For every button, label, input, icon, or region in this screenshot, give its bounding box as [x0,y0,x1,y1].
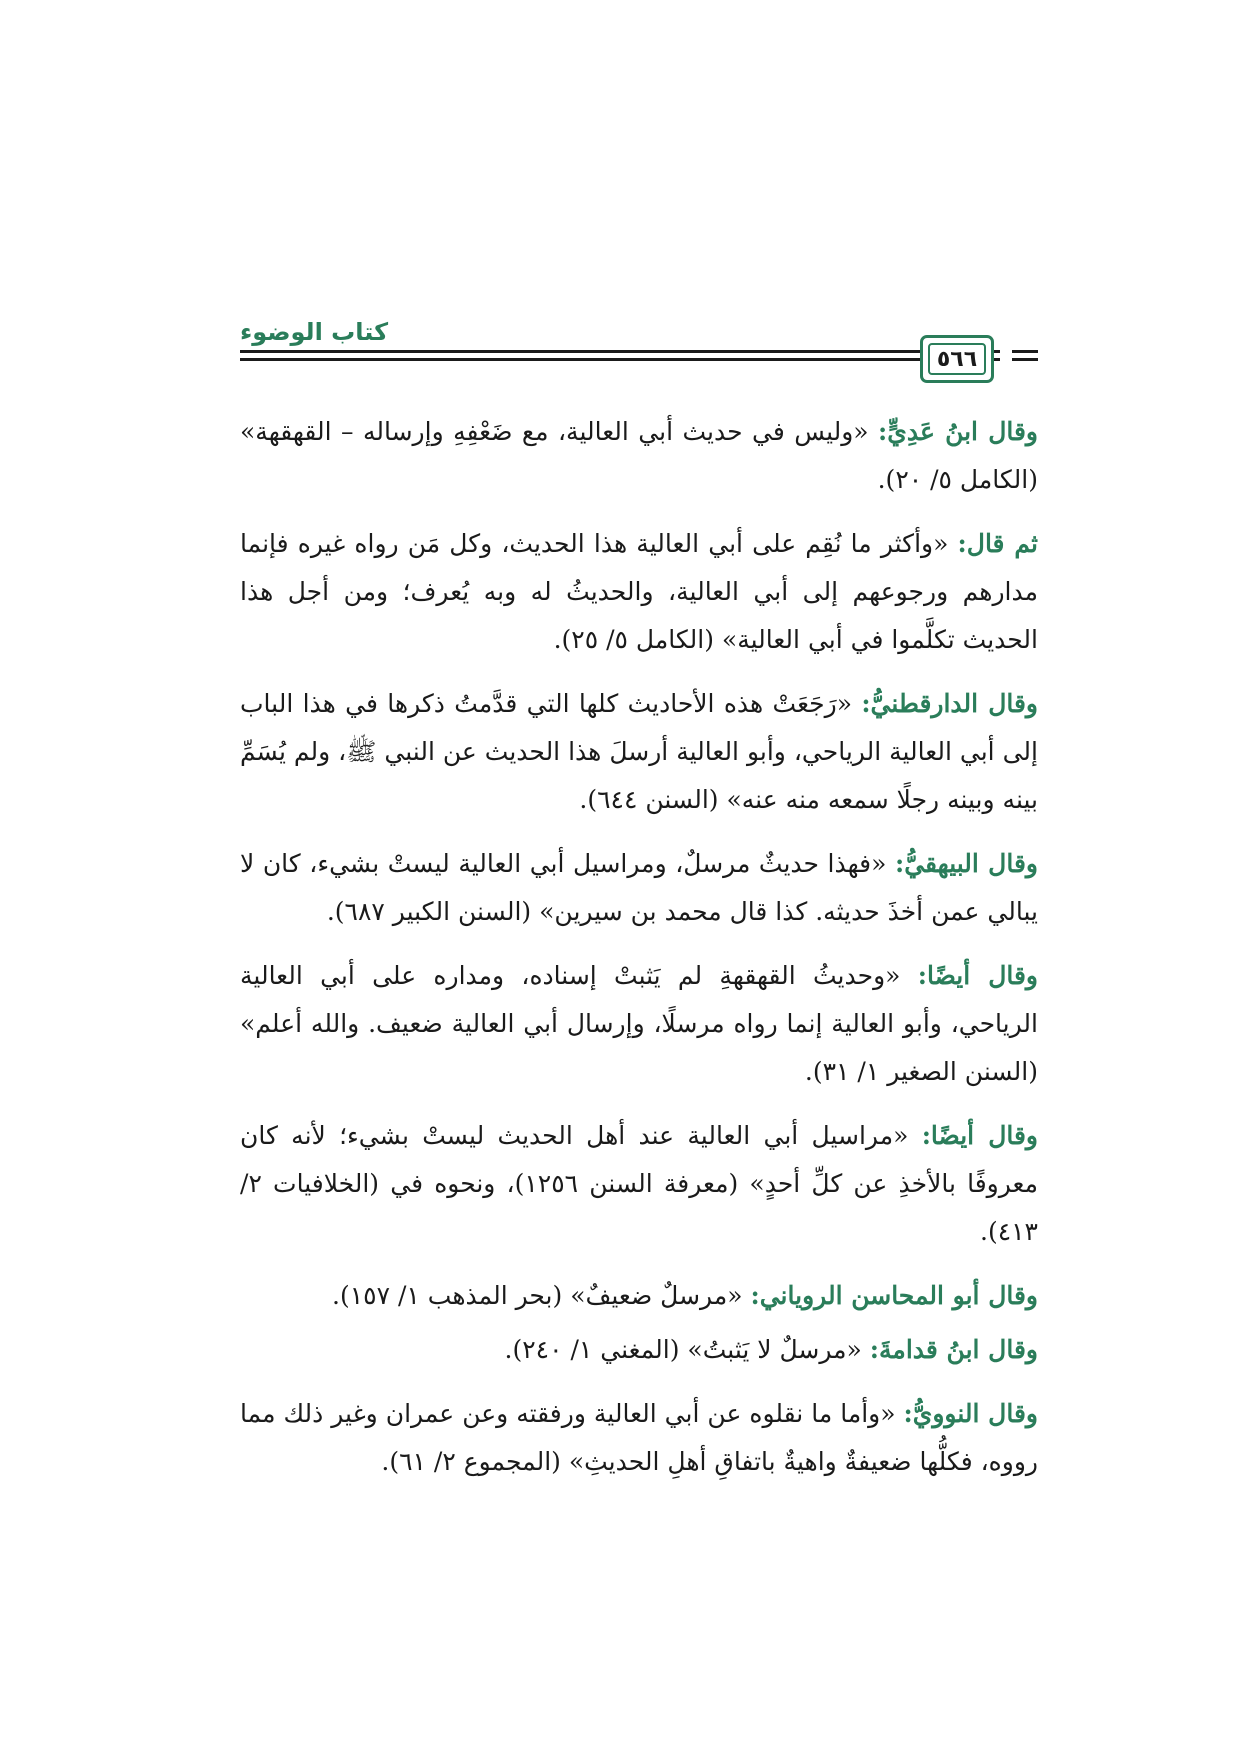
header-rule [240,358,1000,361]
paragraph-bayhaqi [240,840,1038,936]
speaker-label: ثم قال: [957,529,1039,558]
paragraph-ibn-qudama [240,1326,1038,1374]
paragraph-nawawi [240,1390,1038,1486]
quote-text: «مرسلٌ ضعيفٌ» (بحر المذهب ١/ ١٥٧). [332,1281,751,1310]
speaker-label: وقال ابنُ عَدِيٍّ: [878,417,1039,446]
quote-text: «رَجَعَتْ هذه الأحاديث كلها التي قدَّمتُ ذكرها في هذا الباب إلى أبي العالية الرياحي، وأبو العالية أرسلَ هذا الحديث عن النبي ﷺ، ولم يُسَمِّ بينه وبينه رجلًا سمعه منه عنه» (السنن ٦٤٤). [240,689,1038,814]
speaker-label: وقال أيضًا: [917,961,1039,990]
header-rule [240,350,1000,353]
speaker-label: وقال الدارقطنيُّ: [861,689,1038,718]
page-number: ٥٦٦ [928,343,986,375]
header-rule [1012,358,1038,361]
quote-text: «وأكثر ما نُقِم على أبي العالية هذا الحديث، وكل مَن رواه غيره فإنما مدارهم ورجوعهم إلى أبي العالية، والحديثُ له وبه يُعرف؛ ومن أجل هذا الحديث تكلَّموا في أبي العالية» (الكامل ٥/ ٢٥). [240,529,1038,654]
paragraph-also-said-1 [240,952,1038,1096]
paragraph-ibn-adi [240,408,1038,504]
book-title: كتاب الوضوء [240,318,389,346]
quote-text: «وحديثُ القهقهةِ لم يَثبتْ إسناده، ومداره على أبي العالية الرياحي، وأبو العالية إنما رواه مرسلًا، وإرسال أبي العالية ضعيف. والله أعلم» (السنن الصغير ١/ ٣١). [240,961,1038,1086]
page-number-badge [920,335,994,383]
quote-text: «مرسلٌ لا يَثبتُ» (المغني ١/ ٢٤٠). [504,1335,870,1364]
paragraph-also-said-2 [240,1112,1038,1256]
quote-text: «مراسيل أبي العالية عند أهل الحديث ليستْ بشيء؛ لأنه كان معروفًا بالأخذِ عن كلِّ أحدٍ» (معرفة السنن ١٢٥٦)، ونحوه في (الخلافيات ٢/ ٤١٣). [240,1121,1038,1246]
header-rule [1012,350,1038,353]
speaker-label: وقال أبو المحاسن الروياني: [750,1281,1038,1310]
page-body [240,408,1038,1502]
speaker-label: وقال أيضًا: [921,1121,1038,1150]
paragraph-then-said [240,520,1038,664]
quote-text: «فهذا حديثٌ مرسلٌ، ومراسيل أبي العالية ليستْ بشيء، كان لا يبالي عمن أخذَ حديثه. كذا قال محمد بن سيرين» (السنن الكبير ٦٨٧). [240,849,1038,926]
quote-text: «وليس في حديث أبي العالية، مع ضَعْفِهِ وإرساله – القهقهة» (الكامل ٥/ ٢٠). [240,417,1038,494]
speaker-label: وقال ابنُ قدامةَ: [869,1335,1038,1364]
paragraph-ruyani [240,1272,1038,1320]
paragraph-daraqutni [240,680,1038,824]
quote-text: «وأما ما نقلوه عن أبي العالية ورفقته وعن عمران وغير ذلك مما رووه، فكلُّها ضعيفةٌ واهيةٌ باتفاقِ أهلِ الحديثِ» (المجموع ٢/ ٦١). [240,1399,1038,1476]
speaker-label: وقال النوويُّ: [903,1399,1038,1428]
speaker-label: وقال البيهقيُّ: [894,849,1038,878]
